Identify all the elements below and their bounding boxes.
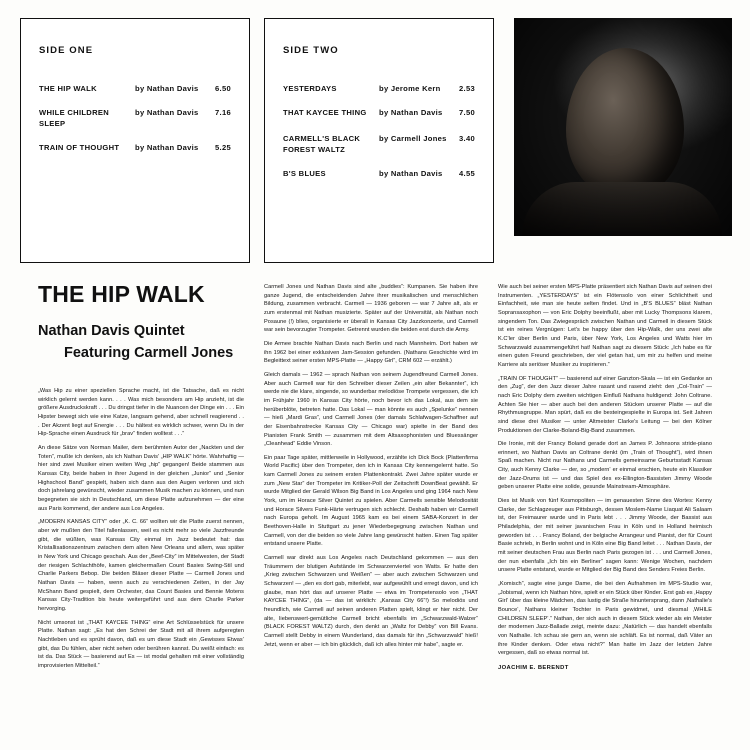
side-one-heading: SIDE ONE — [39, 45, 94, 56]
track-duration: 7.16 — [215, 108, 231, 118]
paragraph: Die Armee brachte Nathan Davis nach Berlin und nach Mannheim. Dort haben wir ihn 1962 bei einer exklusiven Jam-Session gefunden. (Nathans Geschichte wird im Begleittext seiner ersten MPS-Platte — „Happy Girl“, CRM 602 — erzählt.) — [264, 340, 478, 365]
track-row — [39, 84, 231, 94]
liner-column-2 — [264, 283, 478, 675]
track-duration: 5.25 — [215, 142, 231, 152]
liner-notes-section — [38, 283, 720, 675]
paragraph: „Komisch“, sagte eine junge Dame, die bei den Aufnahmen im MPS-Studio war, „Jobismal, wenn ich Nathan höre, spielt er ein Stück über Kinder. Erst gab es ‚Happy Girl‘ über das kleine Mädchen, das lustig die Straße hinuntersprang, dann ‚Nathalie's Bounce‘, Nathans kleiner Tochter in Paris gewidmet, und diesmal ‚WHILE CHILDREN SLEEP‘.“ Nathan, der sich auch in diesem Stück wieder als ein Meister der modernen Jazz-Ballade zeigt, meinte dazu: „Natürlich — das handelt ebenfalls von Nathalie. Ich schau sie gern an, wenn sie schläft. Es ist normal, daß Väter an ihre Kinder denken. Oder etwa nicht?“ Man hatte im Jazz der letzten Jahre vergessen, daß so etwas normal ist. — [498, 581, 712, 657]
paragraph: „MODERN KANSAS CITY“ oder „K. C. 66“ wollten wir die Platte zuerst nennen, aber wir mußten den Titel fallenlassen, weil es nicht mehr so viele Jazzfreunde gibt, die wüßten, was Kansas City einmal im Jazz bedeutet hat: das Kristallisationszentrum zwischen dem alten New Orleans und allem, was später in New York und Chicago geschah. Aus der „Beef-City“ im Mittelwesten, der Stadt der riesigen Schlachthöfe, kamen gleichermaßen Count Basies Swing-Stil und Charlie Parkers Bebop. Die beiden Bläser dieser Platte — Carmell Jones und Nathan Davis — haben, wenn auch zu verschiedenen Zeiten, in der Jay McShann Band gespielt, dem Orchester, das Count Basies und Bennie Motens Kansas City-Tradition bis heute weitergeführt und aus dem Charlie Parker hervorging. — [38, 519, 244, 612]
paragraph: Gleich damals — 1962 — sprach Nathan von seinem Jugendfreund Carmell Jones. Aber auch Carmell war für den Schreiber dieser Zeilen „ein alter Bekannter“, ich werde nie die klare, singende, so wunderbar melodiöse Trompete vergessen, die ich im Frühjahr 1960 in Kansas City hörte, noch bevor ich das Lokal, aus dem sie herüberblöte, betreten hatte. Das Lokal — man könnte es auch „Spelunke“ nennen — hieß „Mardi Gras“, und Carmell Jones (der damals Schlafwagen-Schaffner auf der Eisenbahnstrecke Kansas City — Chicago war) spielte in der Band des Pianisten Frank Smith — zusammen mit dem Altsaxophonisten und Bluessänger „Cleanhead“ Eddie Vinson. — [264, 371, 478, 448]
track-composer: by Nathan Davis — [135, 108, 199, 118]
track-row — [283, 84, 475, 94]
side-two-heading: SIDE TWO — [283, 45, 339, 56]
liner-text-column-3 — [498, 283, 712, 658]
track-composer: by Nathan Davis — [135, 142, 199, 152]
paragraph: Carmell Jones und Nathan Davis sind alte „buddies“: Kumpanen. Sie haben ihre ganze Jugend, die entscheidenden Jahre ihrer musikalischen und menschlichen Bildung, zusammen verbracht. Carmell — 1936 geboren — war 7 Jahre alt, als er zum erstenmal mit Nathan musizierte. Später auf der Universität, als Nathan noch Posaune (!) blies, organisierte er überall in Kansas City Jazzkonzerte, und Carmell war sein bevorzugter Trompeter. Getrennt wurden die beiden erst durch die Army. — [264, 284, 478, 334]
track-row — [39, 108, 231, 129]
author-signature: JOACHIM E. BERENDT — [498, 664, 569, 671]
track-title: YESTERDAYS — [283, 84, 337, 93]
liner-column-3 — [498, 283, 712, 675]
track-title: B'S BLUES — [283, 169, 326, 179]
track-composer: by Nathan Davis — [135, 84, 199, 93]
side-one-panel — [20, 18, 250, 263]
paragraph: Carmell war direkt aus Los Angeles nach Deutschland gekommen — aus den Träummern der blutigen Aufstände im Schwarzenviertel von Watts. Er hatte den „Krieg zwischen Schwarzen und Weißen“ — aber auch zwischen Schwarzen und Schwarzen! — „den es dort gab, miterlebt, war aufgewühlt und erregt davon, und ich glaube, man hört das auf unserer Platte — etwa im Trompetensolo von „THAT KAYCEE THING“, (da — das ist wirklich: „Kansas City 66“!) So melodiös und freundlich, wie Carmell auf seinen anderen Platten spielt, klingt er hier nicht. Der alte, liebenswert-gemütliche Carmell bricht ebenfalls im „Schwarzwald-Walzer“ (BLACK FOREST WALTZ) durch, den denkt an „Waltz for Debby“ von Bill Evans. Carmell stellt Debby in einem Wunderland, das damals für ihn „Schwarzwald“ hieß! Jetzt, wenn er aber — ich bin glücklich, daß ich alles hinter mir habe“, sagte er. — [264, 555, 478, 648]
track-row — [39, 143, 231, 153]
track-duration: 6.50 — [215, 84, 231, 93]
paragraph: Wie auch bei seiner ersten MPS-Platte präsentiert sich Nathan Davis auf seinen drei Instrumenten. „YESTERDAYS“ ist ein Flötensolo von einer Schlichtheit und Einfachheit, wie man sie heute selten findet. Und in „B'S BLUES“ bläst Nathan Sopransaxophon — von Eric Dolphy beeinflußt, aber mit Lucky Thompsons klarem, singendem Ton. Das Zwiegespräch zwischen Nathan und Carmell in diesem Stück ist ein reines Vergnügen: Let's be happy über den Hip-Walk, der uns zwei alte K.C'ler über Berlin und Paris, über New York, Los Angeles und Watts hier im Schwarzwald zusammengeführt hat! Nathan sagt zu diesem Stück: „Ich habe es für einen guten Freund geschrieben, der viel getan hat, um mir zu helfen und meine Karriere als seriöser Musiker zu inspirieren.“ — [498, 284, 712, 368]
liner-text-column-1 — [38, 387, 244, 670]
track-duration: 3.40 — [459, 133, 475, 143]
track-composer: by Nathan Davis — [379, 169, 443, 179]
paragraph: Die Ironie, mit der Francy Boland gerade dort an James P. Johnsons stride-piano erinnert, wo Nathan Davis an Coltrane denkt (im „Train of Thought“), wird ihnen Spaß machen. Nicht nur Nathans und Carmells gemeinsame Geburtsstadt Kansas City, auch Kenny Clarke — der, so „modern‘ er einmal erschien, heute ein Klassiker der Jazz-Drums ist — und das Spiel des ex-Ellington-Bassisten Jimmy Woode geben unserer Platte eine solide, gesunde Mainstream-Atmosphäre. — [498, 441, 712, 491]
track-title: TRAIN OF THOUGHT — [39, 142, 120, 152]
paragraph: Nicht umsonst ist „THAT KAYCEE THING“ eine Art Schlüsselstück für unsere Platte. Nathan sagt: „Es hat den Schrei der Stadt mit all ihrem aufgeregten Nachtleben und es sprüht davon, daß es um diese Stadt ein ‚Gewisses Etwas‘ gibt, das Du fühlen, aber nicht sehen oder berühren kannst. Du weißt einfach: es ist da. Das Stück — basierend auf Es — ist modal gehalten mit einer vollständig improvisierten Mittelteil.“ — [38, 619, 244, 669]
track-duration: 7.50 — [459, 108, 475, 118]
liner-column-1 — [38, 283, 244, 675]
top-section — [20, 18, 732, 263]
track-title: THAT KAYCEE THING — [283, 108, 367, 118]
track-row — [283, 133, 475, 156]
paragraph: „TRAIN OF THOUGHT“ — basierend auf einer Ganzton-Skala — ist ein Gedanke an den „Zug“, der den Jazz dieser Jahre rasant und rasend zieht: den „Col-Train“ — nach Eric Dolphy dem zweiten wichtigen Einfluß Nathans huldigend: John Coltrane. Achten Sie hier — aber auch bei den anderen Stücken unserer Platte — auf die Rhythmusgruppe. Man spürt, daß es die besteingespielte in Europa ist. Seit Jahren sind diese drei Musiker — unter Altmeister Clarke's Leitung — bei den Kölner Produktionen der Clarke-Boland-Big-Band zusammen. — [498, 375, 712, 434]
track-composer: by Jerome Kern — [379, 84, 441, 93]
paragraph: Dies ist Musik von fünf Kosmopoliten — im genauesten Sinne des Wortes: Kenny Clarke, der Schlagzeuger aus Pittsburgh, dessen Moslem-Name Liaquat Ali Salaam ist, der Freimaurer wurde und in Paris lebt . . . Jimmy Woode, der Bassist aus Philadelphia, der mit seiner javanischen Frau in Köln und in Holland heimisch geworden ist . . . Francy Boland, der belgische Arrangeur und Pianist, der für Count Basie schrieb, in Berlin wohnt und in Köln eine Big Band leitet . . . Nathan Davis, der mit seiner deutschen Frau aus Berlin nach Paris gezogen ist . . . und Carmell Jones, der nun ebenfalls „Ich bin ein Berliner“ sagen kann: Wenige Wochen, nachdem unsere Platte entstand, wurde er Mitglied der Big Band des Senders Freies Berlin. — [498, 498, 712, 574]
track-title: THE HIP WALK — [39, 84, 97, 93]
track-title: WHILE CHILDREN SLEEP — [39, 108, 110, 128]
track-row — [283, 108, 475, 118]
artist-name: Nathan Davis Quintet — [38, 323, 185, 339]
paragraph: An diese Sätze von Norman Mailer, dem berühmten Autor der „Nackten und der Toten“, mußte ich denken, als ich Nathan Davis' „HIP WALK“ hörte. Wahrhaftig — hier sind zwei Musiker einen weiten Weg „hip“ gegangen! Beide stammen aus Kansas City, beide haben in ihrer Jugend in der gleichen „Junior“ und „Senior Highschool Band“ gespielt, haben sich dann aus den Augen verloren und sich doch jahrelang gewünscht, wieder zusammen Musik machen zu können, und nun begegneten sie sich in Deutschland, um diese Platte aufzunehmen — der eine aus Paris kommend, der andere aus Los Angeles. — [38, 445, 244, 512]
track-composer: by Nathan Davis — [379, 108, 443, 118]
liner-text-column-2 — [264, 283, 478, 649]
artist-portrait-photo — [514, 18, 732, 236]
paragraph: „Was Hip zu einer speziellen Sprache macht, ist die Tatsache, daß es nicht wirklich gelernt werden kann. . . . Was mich besonders am Hip anzieht, ist die größere Ausdruckskraft . . . Du dringst tiefer in die Nuancen der Dinge ein . . . Ein Hipster bewegt sich wie eine Katze, langsam gehend, aber schnell reagierend . . . Der Akzent liegt auf Energie . . . Du hältest es wirklich schwer, wenn Du in der Hip-Sprache einen Ausdruck für „brav“ finden wolltest . . .“ — [38, 388, 244, 438]
track-composer: by Carmell Jones — [379, 133, 447, 143]
track-duration: 4.55 — [459, 169, 475, 179]
track-title: CARMELL'S BLACK FOREST WALTZ — [283, 133, 361, 154]
featured-artist: Featuring Carmell Jones — [64, 344, 234, 361]
track-duration: 2.53 — [459, 84, 475, 93]
track-row — [283, 169, 475, 179]
paragraph: Ein paar Tage später, mittlerweile in Hollywood, erzählte ich Dick Bock (Plattenfirma World Pacific) über den Trompeter, den ich in Kansas City kennengelernt hatte. So kam Carmell Jones zu seinem ersten Plattenkontrakt. Zwei Jahre später wurde er zum „New Star“ der Trompeter im Kritiker-Poll der Zeitschrift DownBeat gewählt. Er wurde Mitglied der Gerald Wilson Big Band in Los Angeles und ging 1964 nach New York, um im Horace Silver Quintet zu spielen. Aber Carmells sensible Melodiosität und Horace Silvers Funk-Härte vertrugen sich schlecht. Deshalb haben wir Carmell nach Europa geholt. Im August 1965 kam es bei einem SABA-Konzert in der Beethoven-Halle in Stuttgart zu jener Wiederbegegnung zwischen Nathan und Carmell, von der die beiden so viele Jahre lang gewünscht hatten. Einen Tag später entstand unsere Platte. — [264, 454, 478, 548]
photo-vignette — [514, 18, 732, 236]
album-title: THE HIP WALK — [38, 281, 205, 307]
side-two-panel — [264, 18, 494, 263]
